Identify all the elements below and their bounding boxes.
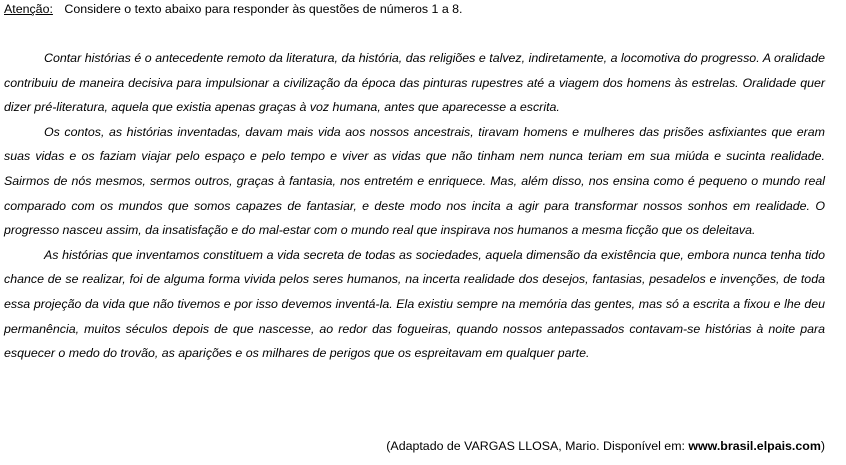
attention-label: Atenção: <box>4 2 53 16</box>
paragraph-3: As histórias que inventamos constituem a vida secreta de todas as sociedades, aquela dimensão da existência que, embora nunca tenha tido chance de se realizar, foi de alguma forma vivida pelos seres humanos, na incerta realidade dos desejos, fantasias, pesadelos e invenções, de toda essa projeção da vida que não tivemos e por isso devemos inventá-la. Ela existiu sempre na memória das gentes, mas só a escrita a fixou e lhe deu permanência, muitos séculos depois de que nascesse, ao redor das fogueiras, quando nossos antepassados contavam-se histórias à noite para esquecer o medo do trovão, as aparições e os milhares de perigos que os espreitavam em qualquer parte. <box>4 247 825 361</box>
paragraph-1: Contar histórias é o antecedente remoto da literatura, da história, das religiões e talvez, indiretamente, a locomotiva do progresso. A oralidade contribuiu de maneira decisiva para impulsionar a civilização da época das pinturas rupestres até a viagem dos homens às estrelas. Oralidade quer dizer pré-literatura, aquela que existia apenas graças à voz humana, antes que aparecesse a escrita. <box>4 51 825 115</box>
source-citation <box>386 439 825 453</box>
citation-url: www.brasil.elpais.com <box>688 439 821 453</box>
citation-text: (Adaptado de VARGAS LLOSA, Mario. Disponível em: <box>386 439 689 453</box>
attention-text: Considere o texto abaixo para responder às questões de números 1 a 8. <box>64 2 463 16</box>
paragraph-2: Os contos, as histórias inventadas, davam mais vida aos nossos ancestrais, tiravam homens e mulheres das prisões asfixiantes que eram suas vidas e os faziam viajar pelo espaço e pelo tempo e viver as vidas que não tinham nem nunca teriam em sua miúda e sucinta realidade. Sairmos de nós mesmos, sermos outros, graças à fantasia, nos entretém e enriquece. Mas, além disso, nos ensina como é pequeno o mundo real comparado com os mundos que somos capazes de fantasiar, e deste modo nos incita a agir para transformar nossos sonhos em realidade. O progresso nasceu assim, da insatisfação e do mal-estar com o mundo real que inspirava nos humanos a mesma ficção que os deleitava. <box>4 124 825 238</box>
citation-close: ) <box>820 439 825 453</box>
reading-passage <box>4 46 825 366</box>
attention-note <box>4 2 840 16</box>
